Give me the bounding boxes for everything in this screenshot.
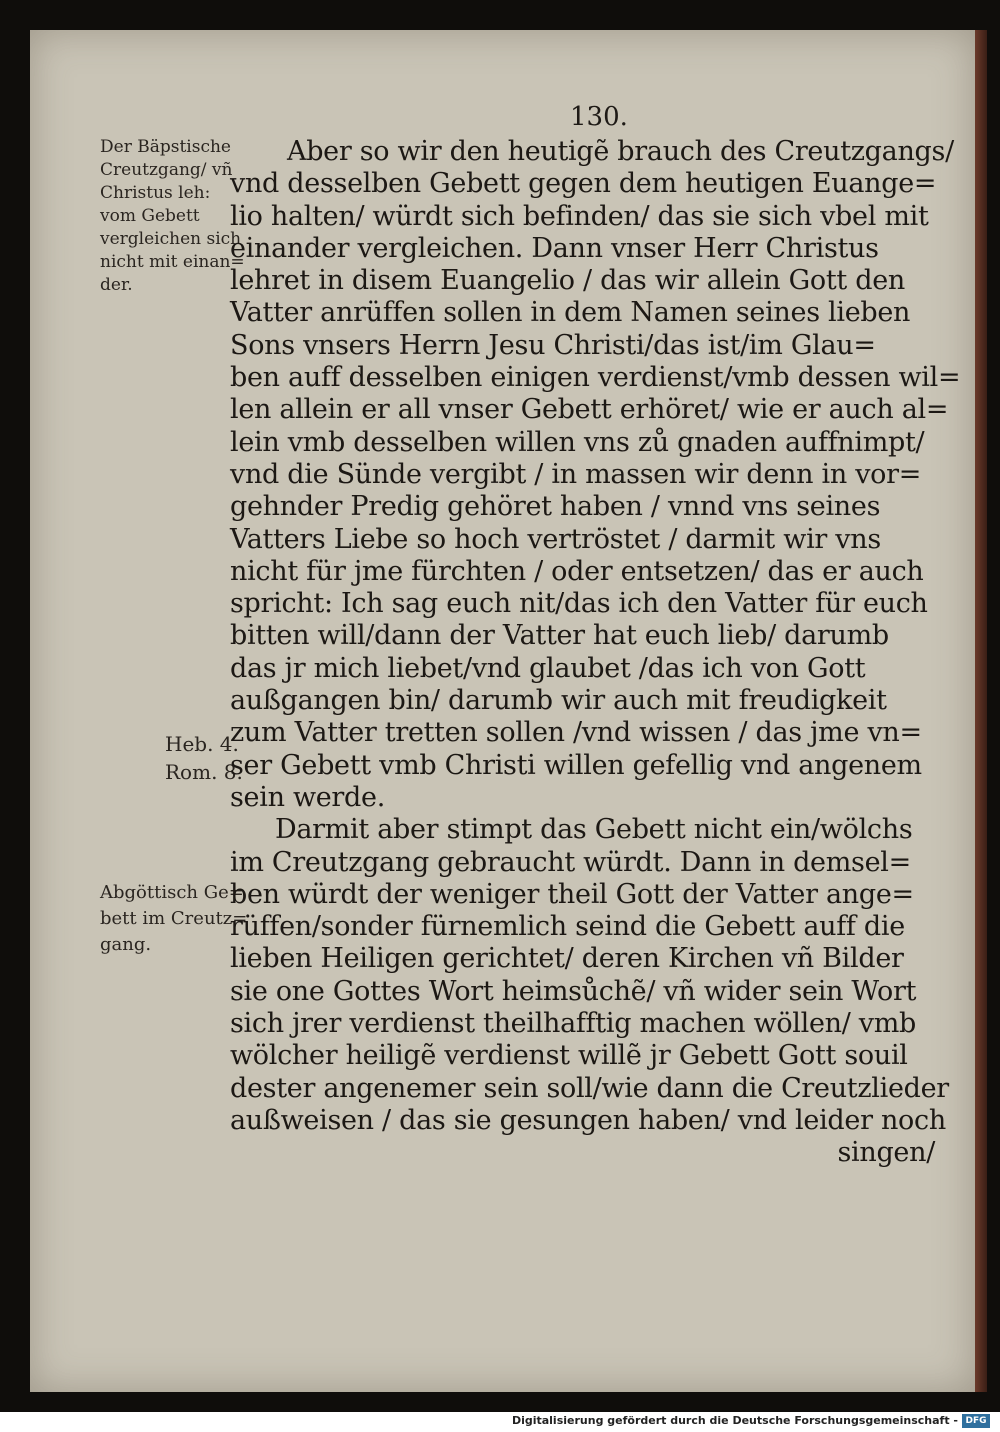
margin-note-line: Abgöttisch Ge= (100, 882, 244, 903)
text-line: sie one Gottes Wort heimsůchẽ/ vñ wider sein Wort (230, 975, 917, 1007)
text-line: wölcher heiligẽ verdienst willẽ jr Gebett Gott souil (230, 1040, 908, 1072)
text-line: Vatter anrüffen sollen in dem Namen seines lieben (230, 297, 911, 329)
margin-note-papal-procession (100, 136, 245, 297)
margin-note-line: bett im Creutz= (100, 908, 248, 929)
text-line: ben würdt der weniger theil Gott der Vatter ange= (230, 878, 914, 910)
margin-note-line: nicht mit einan= (100, 252, 245, 272)
page-edge (975, 30, 987, 1392)
text-line: außgangen bin/ darumb wir auch mit freudigkeit (230, 685, 887, 717)
text-line: gehnder Predig gehöret haben / vnnd vns seines (230, 491, 881, 523)
margin-note-idolatrous-prayer (100, 880, 247, 958)
margin-note-line: Christus leh: (100, 183, 211, 203)
margin-note-line: Rom. 8. (165, 760, 243, 784)
margin-note-line: Der Bäpstische (100, 137, 231, 157)
catchword: singen/ (837, 1137, 935, 1169)
text-line: lio halten/ würdt sich befinden/ das sie sich vbel mit (230, 200, 929, 232)
text-line: sich jrer verdienst theilhafftig machen wöllen/ vmb (230, 1008, 917, 1040)
text-line: das jr mich liebet/vnd glaubet /das ich von Gott (230, 652, 866, 684)
text-line: bitten will/dann der Vatter hat euch lieb/ darumb (230, 620, 889, 652)
margin-note-line: vom Gebett (100, 206, 200, 226)
text-line: sein werde. (230, 781, 385, 813)
text-line: einander vergleichen. Dann vnser Herr Christus (230, 232, 879, 264)
margin-note-line: Creutzgang/ vñ (100, 160, 233, 180)
text-line: Darmit aber stimpt das Gebett nicht ein/wölchs (275, 814, 913, 846)
text-line: außweisen / das sie gesungen haben/ vnd leider noch (230, 1104, 946, 1136)
text-line: lieben Heiligen gerichtet/ deren Kirchen vñ Bilder (230, 943, 904, 975)
main-text-block (230, 136, 961, 1170)
text-line: lein vmb desselben willen vns zů gnaden auffnimpt/ (230, 426, 925, 458)
margin-note-line: der. (100, 275, 133, 295)
text-line: len allein er all vnser Gebett erhöret/ wie er auch al= (230, 394, 949, 426)
margin-note-line: gang. (100, 934, 152, 955)
text-line: rüffen/sonder fürnemlich seind die Gebett auff die (230, 911, 905, 943)
text-line: vnd die Sünde vergibt / in massen wir denn in vor= (230, 458, 922, 490)
text-line: im Creutzgang gebraucht würdt. Dann in demsel= (230, 846, 911, 878)
margin-note-line: Heb. 4. (165, 732, 239, 756)
text-line: Aber so wir den heutigẽ brauch des Creutzgangs/ (287, 136, 954, 167)
text-line: spricht: Ich sag euch nit/das ich den Vatter für euch (230, 588, 928, 620)
text-line: vnd desselben Gebett gegen dem heutigen Euange= (230, 168, 937, 200)
text-line: Vatters Liebe so hoch vertröstet / darmit wir vns (230, 523, 881, 555)
dfg-logo-icon: DFG (962, 1414, 990, 1428)
margin-note-line: vergleichen sich (100, 229, 242, 249)
digitization-credit: Digitalisierung gefördert durch die Deutsche Forschungsgemeinschaft - (511, 1414, 958, 1427)
text-line: lehret in disem Euangelio / das wir allein Gott den (230, 265, 905, 297)
text-line: ser Gebett vmb Christi willen gefellig vnd angenem (230, 749, 922, 781)
page-number: 130. (570, 102, 628, 132)
text-line: Sons vnsers Herrn Jesu Christi/das ist/im Glau= (230, 329, 876, 361)
text-line: zum Vatter tretten sollen /vnd wissen / das jme vn= (230, 717, 922, 749)
text-line: dester angenemer sein soll/wie dann die Creutzlieder (230, 1072, 949, 1104)
text-line: ben auff desselben einigen verdienst/vmb dessen wil= (230, 362, 961, 394)
text-line: nicht für jme fürchten / oder entsetzen/ das er auch (230, 555, 924, 587)
